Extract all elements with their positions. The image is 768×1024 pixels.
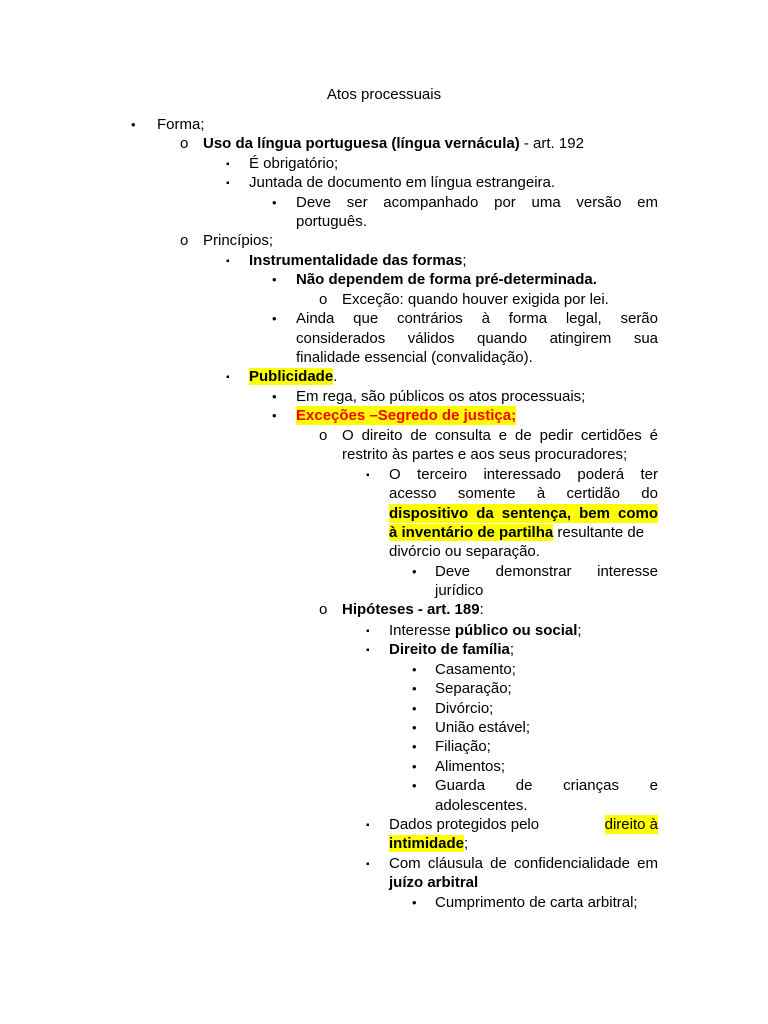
bullet-circle: o (319, 291, 328, 308)
bullet-square: ▪ (226, 256, 230, 267)
terceiro-highlight: à inventário de partilha (389, 524, 554, 541)
hipoteses-bold: Hipóteses - art. 189 (342, 601, 480, 618)
bullet-dot: • (412, 739, 417, 754)
item-forma: Forma; (157, 116, 205, 133)
direito-familia-bold: Direito de família (389, 641, 510, 658)
bullet-dot: • (412, 681, 417, 696)
publicidade-rest: . (333, 368, 338, 385)
bullet-square: ▪ (366, 470, 370, 481)
bullet-circle: o (319, 601, 328, 618)
item-separacao: Separação; (435, 680, 512, 697)
item-uniao-estavel: União estável; (435, 719, 531, 736)
direito-familia-end: ; (509, 641, 515, 658)
bullet-circle: o (180, 135, 189, 152)
intimidade-highlight: intimidade (389, 835, 465, 852)
item-ainda-line3: finalidade essencial (convalidação). (296, 349, 533, 366)
bullet-dot: • (412, 701, 417, 716)
item-obrigatorio: É obrigatório; (249, 155, 339, 172)
dados-text: Dados protegidos pelo (389, 816, 540, 833)
item-terceiro-line2: acesso somente à certidão do (389, 485, 658, 502)
item-dados-line1 (389, 815, 658, 834)
bullet-dot: • (272, 195, 277, 210)
item-hipoteses (342, 600, 484, 619)
item-deve-line1: Deve ser acompanhado por uma versão em (296, 194, 658, 211)
item-terceiro-line5: divórcio ou separação. (389, 543, 540, 560)
item-divorcio: Divórcio; (435, 700, 494, 717)
instr-rest-text: ; (462, 252, 467, 269)
item-direito-familia (389, 640, 514, 659)
item-alimentos: Alimentos; (435, 758, 506, 775)
item-demonstrar-line2: jurídico (435, 582, 484, 599)
bullet-square: ▪ (226, 178, 230, 189)
bullet-dot: • (131, 117, 136, 132)
item-publicidade (249, 367, 337, 386)
item-ainda-line1: Ainda que contrários à forma legal, serão (296, 310, 658, 327)
item-cumprimento: Cumprimento de carta arbitral; (435, 894, 638, 911)
item-demonstrar-line1: Deve demonstrar interesse (435, 563, 658, 580)
item-guarda-line1: Guarda de crianças e (435, 777, 658, 794)
bullet-dot: • (412, 720, 417, 735)
item-clausula-line1: Com cláusula de confidencialidade em (389, 855, 658, 872)
dados-end: ; (464, 835, 469, 852)
bullet-dot: • (272, 408, 277, 423)
bullet-dot: • (412, 778, 417, 793)
item-juntada: Juntada de documento em língua estrangeira. (249, 174, 556, 191)
item-clausula-line2: juízo arbitral (389, 874, 479, 891)
dados-highlight: direito à (604, 816, 658, 833)
item-terceiro-line1: O terceiro interessado poderá ter (389, 466, 658, 483)
item-deve-line2: português. (296, 213, 367, 230)
bullet-dot: • (412, 759, 417, 774)
item-casamento: Casamento; (435, 661, 516, 678)
item-nao-dependem: Não dependem de forma pré-determinada. (296, 271, 597, 288)
uso-rest-text: - art. 192 (519, 135, 584, 152)
bullet-dot: • (272, 311, 277, 326)
interesse-end: ; (577, 622, 582, 639)
instr-bold-text: Instrumentalidade das formas (249, 252, 463, 269)
item-excecao: Exceção: quando houver exigida por lei. (342, 291, 609, 308)
interesse-text: Interesse (389, 622, 455, 639)
bullet-circle: o (180, 232, 189, 249)
item-terceiro-line4 (389, 523, 644, 542)
publicidade-highlight: Publicidade (249, 368, 334, 385)
interesse-bold: público ou social (454, 622, 578, 639)
document-title: Atos processuais (326, 86, 442, 103)
bullet-dot: • (272, 272, 277, 287)
item-direito-consulta-line2: restrito às partes e aos seus procuradores; (342, 446, 628, 463)
item-instrumentalidade (249, 251, 467, 270)
item-dados-line2 (389, 834, 468, 853)
bullet-dot: • (272, 389, 277, 404)
item-terceiro-line3: dispositivo da sentença, bem como (389, 505, 658, 522)
item-direito-consulta-line1: O direito de consulta e de pedir certidões é (342, 427, 658, 444)
item-ainda-line2: considerados válidos quando atingirem sua (296, 330, 658, 347)
uso-bold-text: Uso da língua portuguesa (língua vernácula) (203, 135, 520, 152)
item-filiacao: Filiação; (435, 738, 491, 755)
terceiro-line4-rest: resultante de (553, 524, 645, 541)
bullet-square: ▪ (366, 626, 370, 637)
item-interesse-publico (389, 621, 582, 640)
bullet-square: ▪ (366, 645, 370, 656)
bullet-circle: o (319, 427, 328, 444)
bullet-dot: • (412, 564, 417, 579)
bullet-square: ▪ (226, 372, 230, 383)
bullet-square: ▪ (366, 820, 370, 831)
item-guarda-line2: adolescentes. (435, 797, 528, 814)
bullet-dot: • (412, 662, 417, 677)
item-uso-lingua (203, 134, 584, 153)
bullet-square: ▪ (366, 859, 370, 870)
hipoteses-rest: : (479, 601, 484, 618)
item-excecoes-segredo: Exceções –Segredo de justiça; (296, 407, 517, 424)
bullet-square: ▪ (226, 159, 230, 170)
bullet-dot: • (412, 895, 417, 910)
item-principios: Princípios; (203, 232, 274, 249)
item-em-rega: Em rega, são públicos os atos processuais; (296, 388, 586, 405)
